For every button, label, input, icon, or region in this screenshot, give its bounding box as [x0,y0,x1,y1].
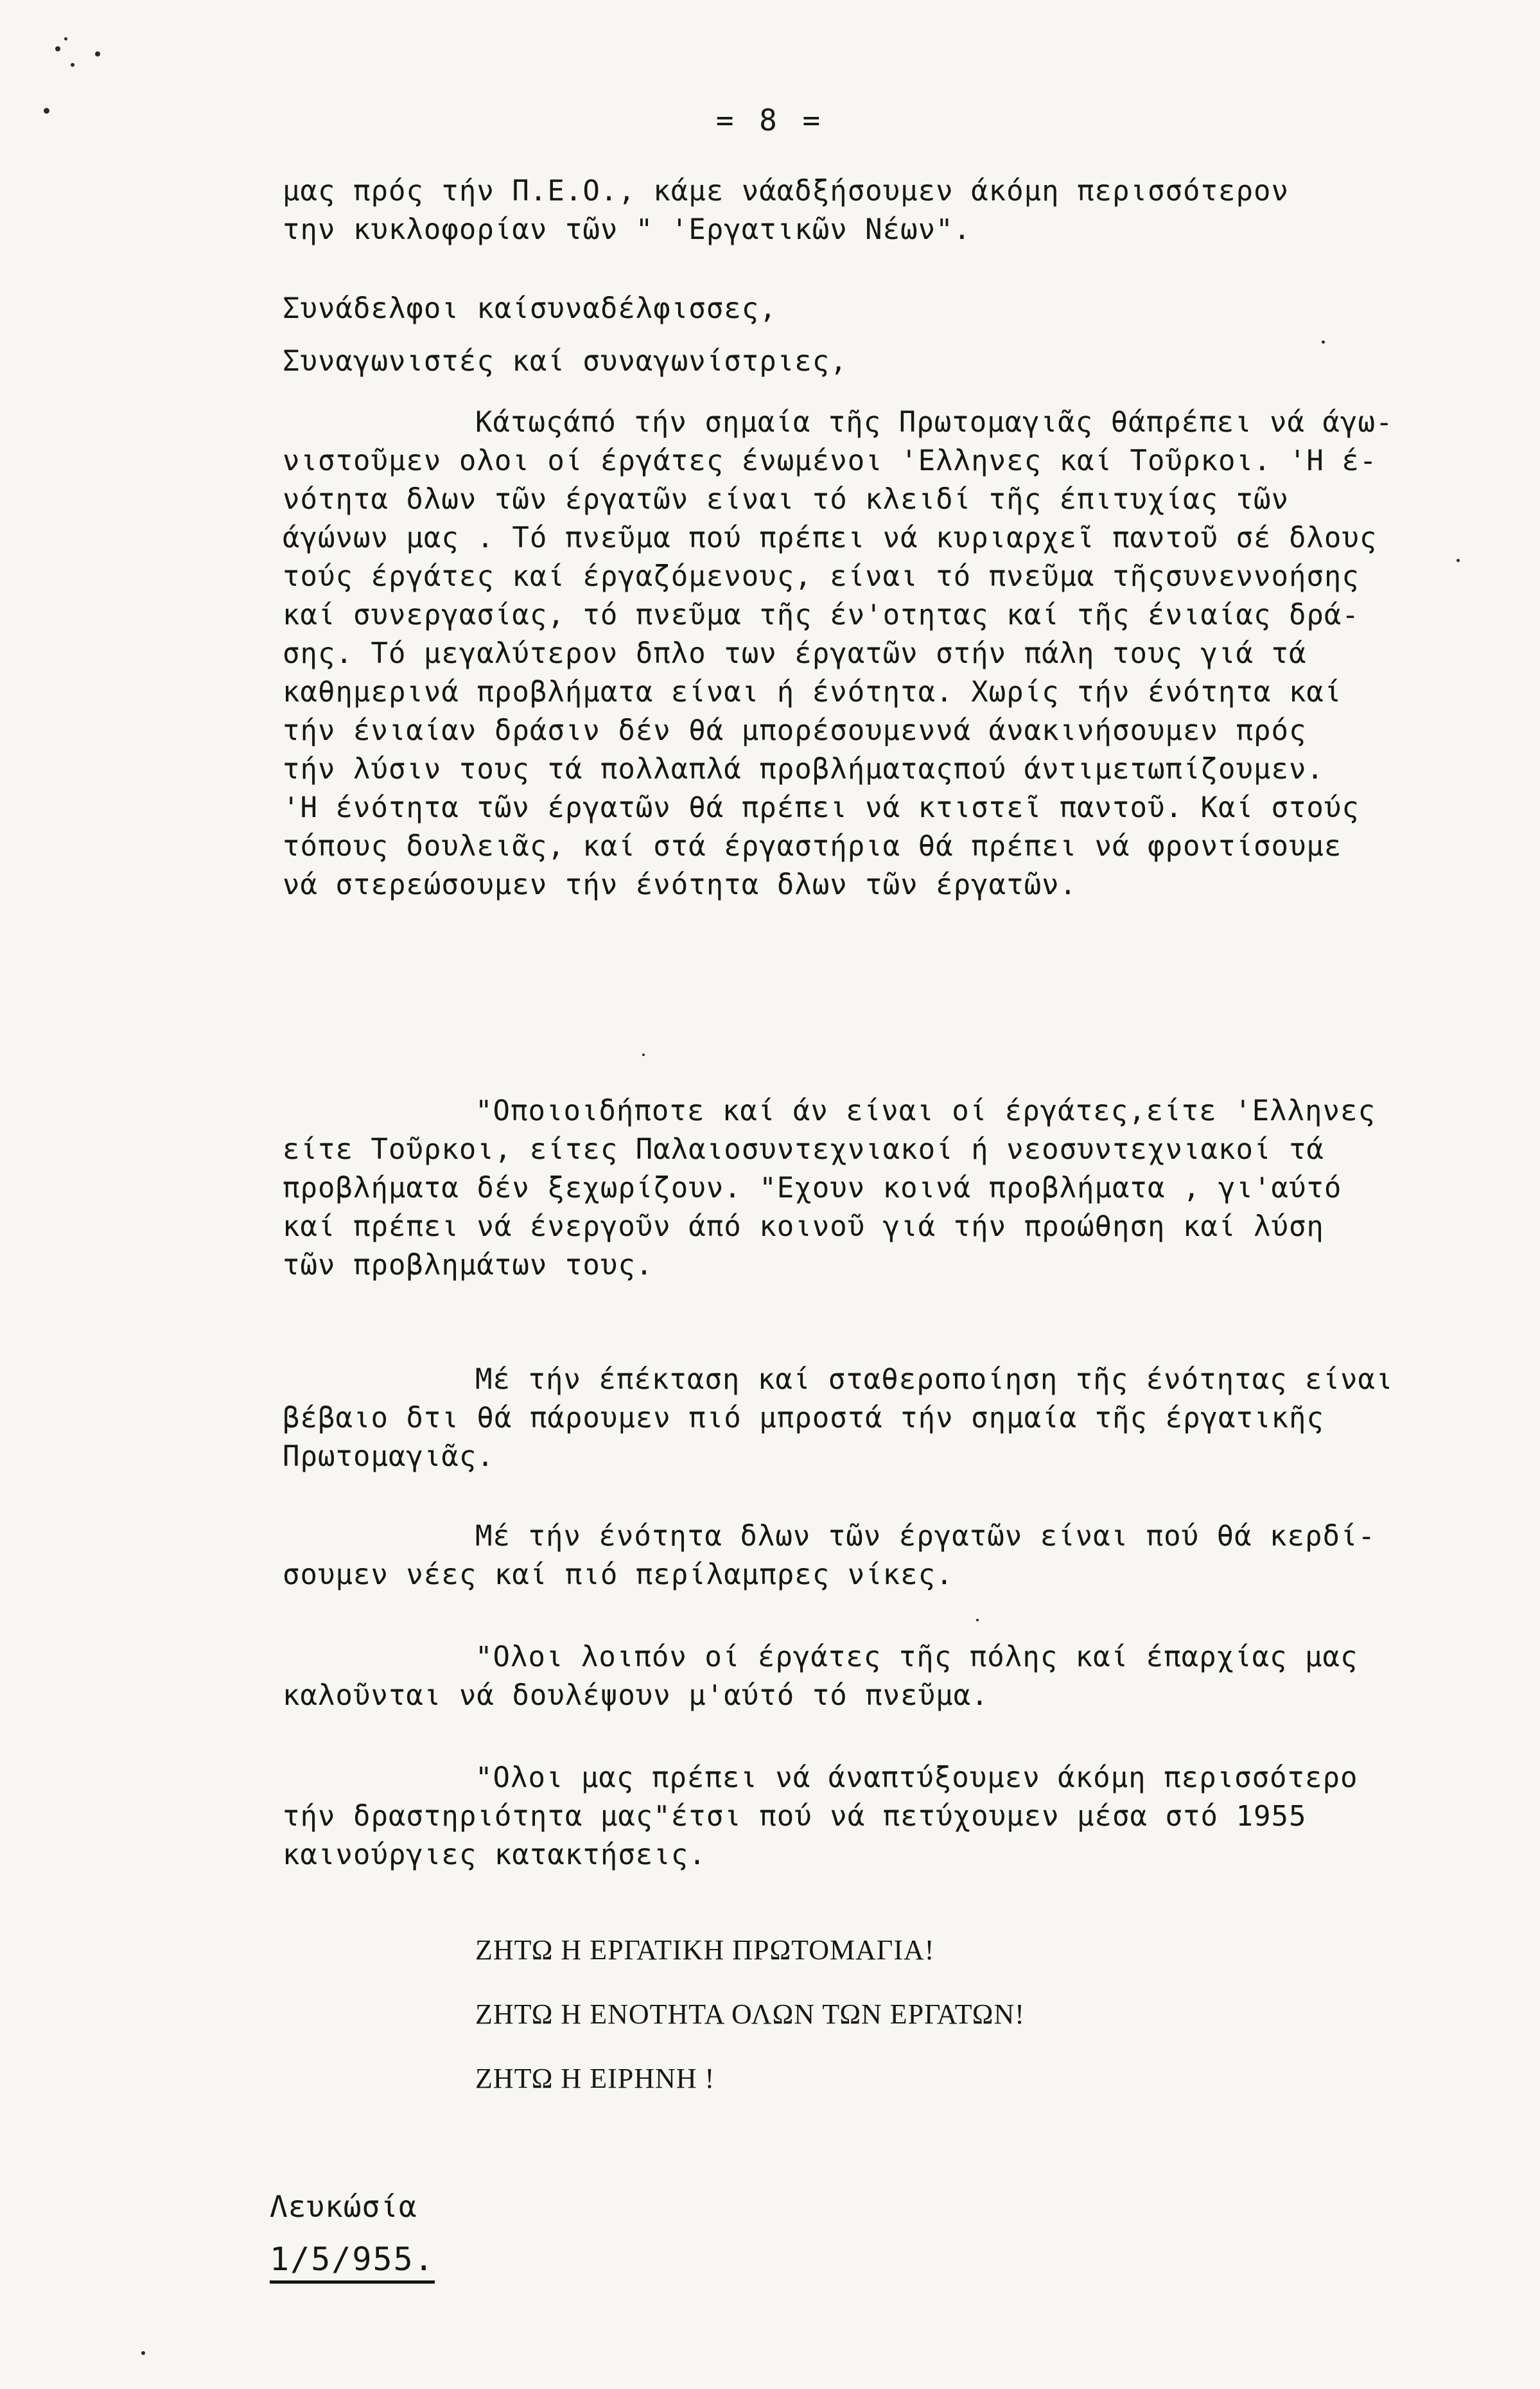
text-line: νιστοῦμεν ολοι οί έργάτες ένωμένοι 'Ελληνες καί Τοῦρκοι. 'Η έ- [283,445,1378,477]
text-line: καλοῦνται νά δουλέψουν μ'αύτό τό πνεῦμα. [283,1679,989,1712]
text-line: τήν ένιαίαν δράσιν δέν θά μπορέσουμεννά άνακινήσουμεν πρός [283,714,1307,747]
slogan-line: ΖΗΤΩ Η ΕΝΟΤΗΤΑ ΟΛΩΝ ΤΩΝ ΕΡΓΑΤΩΝ! [475,1998,1025,2030]
text-line: τόπους δουλειᾶς, καί στά έργαστήρια θά πρέπει νά φροντίσουμε [283,830,1342,863]
text-line: προβλήματα δέν ξεχωρίζουν. "Εχουν κοινά προβλήματα , γι'αύτό [283,1172,1342,1204]
slogan-line: ΖΗΤΩ Η ΕΙΡΗΝΗ ! [475,2063,715,2094]
slogan-line: ΖΗΤΩ Η ΕΡΓΑΤΙΚΗ ΠΡΩΤΟΜΑΓΙΑ! [475,1934,935,1966]
text-line: Πρωτομαγιᾶς. [283,1440,494,1473]
scan-speck [64,37,67,40]
salutation [283,283,1471,388]
text-line: μας πρός τήν Π.Ε.Ο., κάμε νάαδξήσουμεν άκόμη περισσότερον [283,175,1289,207]
text-line: νότητα δλων τῶν έργατῶν είναι τό κλειδί τῆς έπιτυχίας τῶν [283,483,1289,516]
text-line: "Ολοι μας πρέπει νά άναπτύξουμεν άκόμη περισσότερο [475,1761,1358,1794]
text-line: "Οποιοιδήποτε καί άν είναι οί έργάτες,είτε 'Ελληνες [475,1095,1376,1127]
text-line: τήν δραστηριότητα μας"έτσι πού νά πετύχουμεν μέσα στό 1955 [283,1800,1307,1833]
paragraph-6 [283,1759,1471,1874]
text-line: άγώνων μας . Τό πνεῦμα πού πρέπει νά κυριαρχεῖ παντοῦ σέ δλους [283,522,1378,554]
text-line: Μέ τήν έπέκταση καί σταθεροποίηση τῆς ένότητας είναι [475,1363,1394,1396]
page-number: = 8 = [715,103,825,137]
text-line: είτε Τοῦρκοι, είτες Παλαιοσυντεχνιακοί ή νεοσυντεχνιακοί τά [283,1133,1324,1166]
text-line: "Ολοι λοιπόν οί έργάτες τῆς πόλης καί έπαρχίας μας [475,1641,1358,1673]
text-line: σης. Τό μεγαλύτερον δπλο των έργατῶν στήν πάλη τους γιά τά [283,637,1307,670]
opening-lines [283,172,1471,249]
text-line: καινούργιες κατακτήσεις. [283,1838,706,1871]
scan-speck [642,1053,645,1056]
text-line: Κάτωςάπό τήν σημαία τῆς Πρωτομαγιᾶς θάπρέπει νά άγω- [475,406,1394,439]
text-line: τῶν προβλημάτων τους. [283,1249,654,1282]
text-line: καί πρέπει νά ένεργοῦν άπό κοινοῦ γιά τήν προώθηση καί λύση [283,1210,1324,1243]
document-date: 1/5/955. [270,2241,435,2284]
scan-speck [141,2351,145,2355]
scan-speck [95,51,100,57]
text-line: νά στερεώσουμεν τήν ένότητα δλων τῶν έργατῶν. [283,868,1078,901]
scan-speck [55,46,60,51]
text-line: Μέ τήν ένότητα δλων τῶν έργατῶν είναι πού θά κερδί- [475,1520,1376,1553]
paragraph-1 [283,403,1471,904]
salutation-line: Συναγωνιστές καί συναγωνίστριες, [283,345,848,378]
text-line: σουμεν νέες καί πιό περίλαμπρες νίκες. [283,1558,954,1591]
paragraph-2 [283,1092,1471,1285]
text-line: 'Η ένότητα τῶν έργατῶν θά πρέπει νά κτιστεῖ παντοῦ. Καί στούς [283,791,1360,824]
paragraph-4 [283,1517,1471,1594]
scan-speck [71,63,74,67]
text-line: βέβαιο δτι θά πάρουμεν πιό μπροστά τήν σημαία τῆς έργατικῆς [283,1402,1324,1434]
text-line: καθημερινά προβλήματα είναι ή ένότητα. Χωρίς τήν ένότητα καί [283,676,1342,709]
paragraph-5 [283,1638,1471,1715]
text-line: την κυκλοφορίαν τῶν " 'Εργατικῶν Νέων". [283,213,972,246]
salutation-line: Συνάδελφοι καίσυναδέλφισσες, [283,292,777,325]
text-line: τήν λύσιν τους τά πολλαπλά προβλήματαςπού άντιμετωπίζουμεν. [283,753,1324,786]
place-name: Λευκώσία [270,2189,417,2224]
text-line: καί συνεργασίας, τό πνεῦμα τῆς έν'οτητας καί τῆς ένιαίας δρά- [283,599,1360,631]
scan-speck [976,1619,979,1621]
paragraph-3 [283,1361,1471,1476]
text-line: τούς έργάτες καί έργαζόμενους, είναι τό πνεῦμα τῆςσυνεννοήσης [283,560,1360,593]
